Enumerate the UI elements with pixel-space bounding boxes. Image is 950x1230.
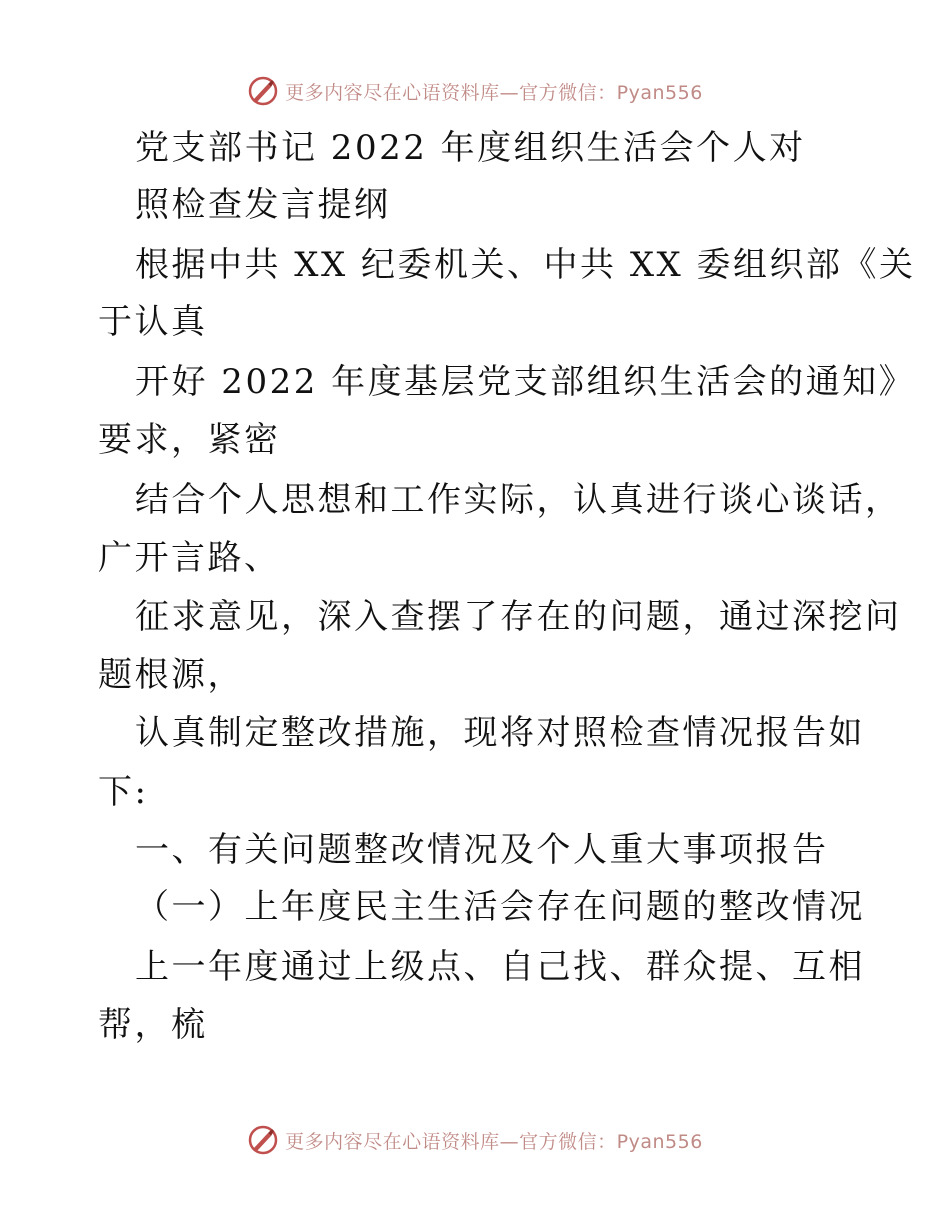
paragraph-line: 题根源，: [98, 655, 244, 695]
brush-pen-logo-icon: [247, 1124, 279, 1156]
watermark-text: 更多内容尽在心语资料库—官方微信：Pyan556: [285, 1130, 703, 1153]
paragraph-line: 结合个人思想和工作实际，认真进行谈心谈话，: [135, 480, 902, 520]
section-heading: 一、有关问题整改情况及个人重大事项报告: [135, 830, 829, 870]
document-title-line-1: 党支部书记 2022 年度组织生活会个人对: [135, 128, 806, 168]
paragraph-line: 下:: [98, 772, 149, 812]
paragraph-line: 广开言路、: [98, 538, 281, 578]
paragraph-line: 开好 2022 年度基层党支部组织生活会的通知》: [135, 362, 916, 402]
subsection-heading: （一）上年度民主生活会存在问题的整改情况: [135, 887, 865, 927]
paragraph-line: 要求，紧密: [98, 420, 281, 460]
watermark-text: 更多内容尽在心语资料库—官方微信：Pyan556: [285, 81, 703, 104]
document-title-line-2: 照检查发言提纲: [135, 185, 391, 225]
paragraph-line: 上一年度通过上级点、自己找、群众提、互相: [135, 947, 865, 987]
paragraph-line: 认真制定整改措施，现将对照检查情况报告如: [135, 713, 865, 753]
paragraph-line: 帮，梳: [98, 1005, 208, 1045]
footer-watermark: [0, 1120, 950, 1160]
paragraph-line: 于认真: [98, 302, 208, 342]
paragraph-line: 根据中共 XX 纪委机关、中共 XX 委组织部《关: [135, 245, 916, 285]
paragraph-line: 征求意见，深入查摆了存在的问题，通过深挖问: [135, 597, 902, 637]
